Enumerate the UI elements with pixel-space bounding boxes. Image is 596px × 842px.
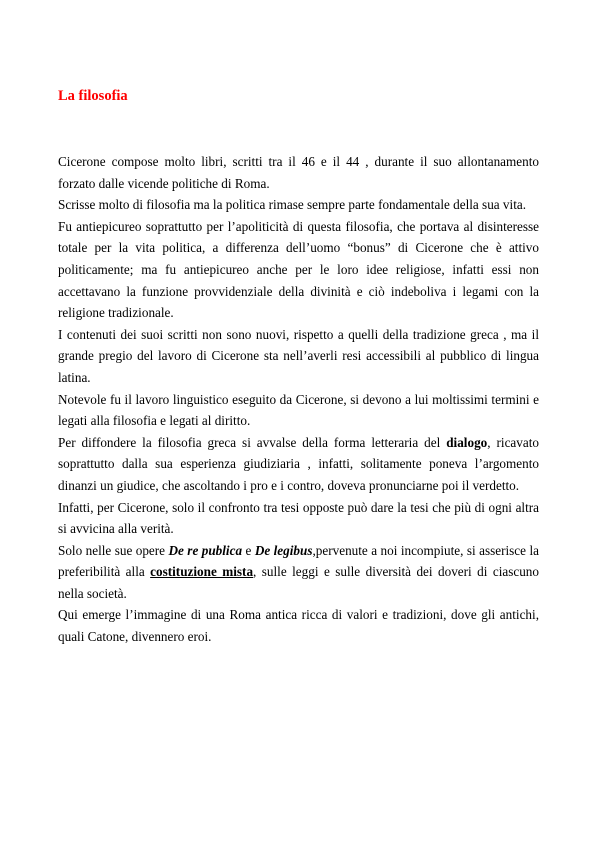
paragraph-3: Fu antiepicureo soprattutto per l’apoliticità di questa filosofia, che portava al disinteresse totale per la vita politica, a differenza dell’uomo “bonus” di Cicerone che è attivo politicamente; ma fu antiepicureo anche per le loro idee religiose, infatti essi non accettavano la funzione provvidenziale della divinità e ciò indeboliva i legami con la religione tradizionale. — [58, 218, 539, 321]
text-run: Per diffondere la filosofia greca si avvalse della forma letteraria del — [58, 434, 447, 450]
text-run: ,pervenute a noi incompiute, si asserisce la preferibilità alla — [58, 542, 539, 580]
paragraph-8 — [58, 540, 539, 605]
section-heading: La filosofia — [58, 88, 128, 104]
paragraph-7: Infatti, per Cicerone, solo il confronto tra tesi opposte può dare la tesi che più di ogni altra si avvicina alla verità. — [58, 499, 539, 537]
body-text — [58, 151, 539, 648]
bold-term-dialogo: dialogo — [446, 434, 488, 450]
paragraph-9: Qui emerge l’immagine di una Roma antica ricca di valori e tradizioni, dove gli antichi, quali Catone, divennero eroi. — [58, 607, 539, 645]
paragraph-4: I contenuti dei suoi scritti non sono nuovi, rispetto a quelli della tradizione greca , ma il grande pregio del lavoro di Cicerone sta nell’averli resi accessibili al pubblico di lingua latina. — [58, 326, 539, 385]
paragraph-6 — [58, 432, 539, 497]
text-run: Solo nelle sue opere — [58, 542, 169, 558]
paragraph-5: Notevole fu il lavoro linguistico eseguito da Cicerone, si devono a lui moltissimi termini e legati alla filosofia e legati al diritto. — [58, 391, 539, 429]
work-title-de-re-publica: De re publica — [168, 542, 243, 558]
text-run: e — [242, 542, 255, 558]
text-run: , sulle leggi e sulle diversità dei doveri di ciascuno nella società. — [58, 564, 539, 601]
paragraph-2: Scrisse molto di filosofia ma la politica rimase sempre parte fondamentale della sua vita. — [58, 197, 527, 213]
text-run: , ricavato soprattutto dalla sua esperienza giudiziaria , infatti, solitamente poneva l’argomento dinanzi un giudice, che ascoltando i pro e i contro, doveva pronunciarne poi il verdetto. — [58, 434, 539, 493]
paragraph-1: Cicerone compose molto libri, scritti tra il 46 e il 44 , durante il suo allontanamento forzato dalle vicende politiche di Roma. — [58, 154, 539, 191]
work-title-de-legibus: De legibus — [254, 542, 313, 558]
underlined-term-costituzione-mista: costituzione mista — [150, 564, 254, 580]
